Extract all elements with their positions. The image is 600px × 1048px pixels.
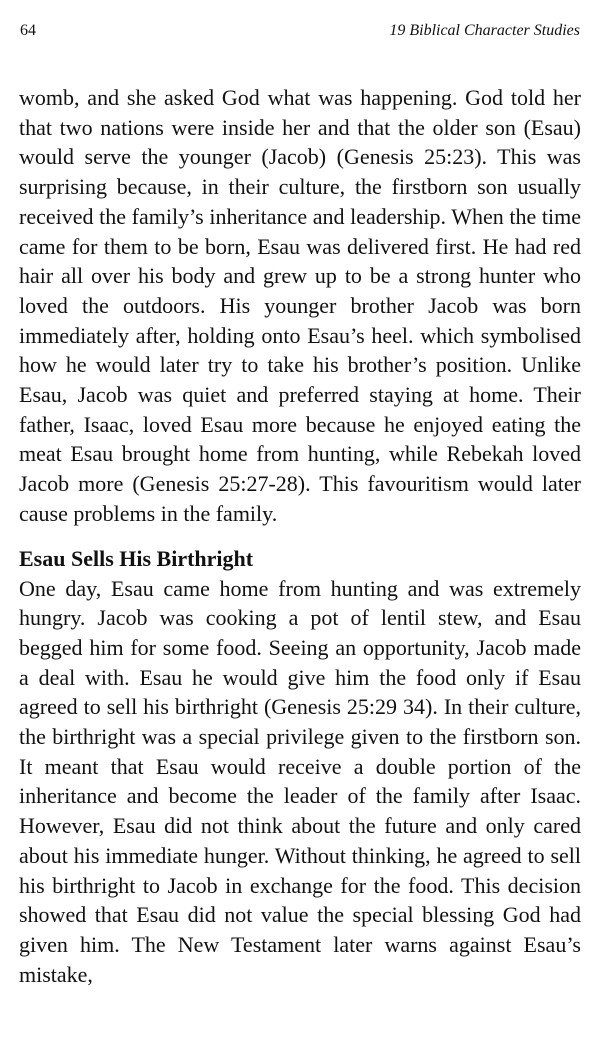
book-title: 19 Biblical Character Studies <box>389 22 580 39</box>
section-heading: Esau Sells His Birthright <box>19 545 254 571</box>
page-number: 64 <box>20 22 36 39</box>
body-paragraph: One day, Esau came home from hunting and was extremely hungry. Jacob was cooking a pot of lentil stew, and Esau begged him for some food. Seeing an opportunity, Jacob made a deal with. Esau he would give him the food only if Esau agreed to sell his birthright (Genesis 25:29 34). In their culture, the birthright was a special privilege given to the firstborn son. It meant that Esau would receive a double portion of the inheritance and become the leader of the family after Isaac. However, Esau did not think about the future and only cared about his immediate hunger. Without thinking, he agreed to sell his birthright to Jacob in exchange for the food. This decision showed that Esau did not value the special blessing God had given him. The New Testament later warns against Esau’s mistake, <box>19 575 581 987</box>
running-header <box>20 22 580 44</box>
page-body <box>19 83 581 989</box>
body-paragraph: womb, and she asked God what was happening. God told her that two nations were inside her and that the older son (Esau) would serve the younger (Jacob) (Genesis 25:23). This was surprising because, in their culture, the firstborn son usually received the family’s inheritance and leadership. When the time came for them to be born, Esau was delivered first. He had red hair all over his body and grew up to be a strong hunter who loved the outdoors. His younger brother Jacob was born immediately after, holding onto Esau’s heel. which symbolised how he would later try to take his brother’s position. Unlike Esau, Jacob was quiet and preferred staying at home. Their father, Isaac, loved Esau more because he enjoyed eating the meat Esau brought home from hunting, while Rebekah loved Jacob more (Genesis 25:27-28). This favouritism would later cause problems in the family. <box>19 85 581 526</box>
